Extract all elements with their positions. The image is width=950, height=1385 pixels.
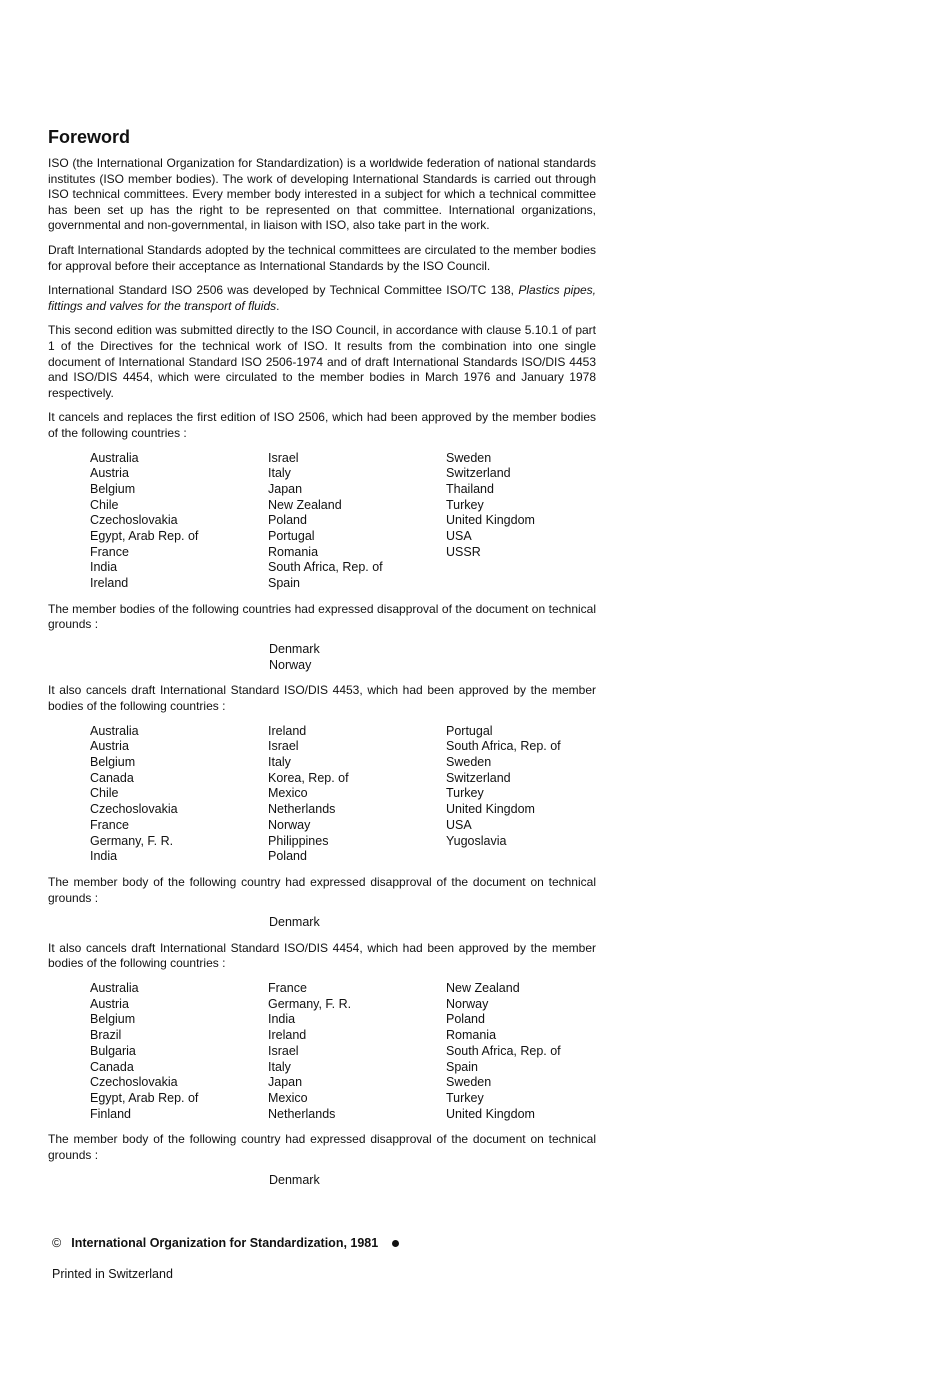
disapproval-paragraph-2: The member body of the following country had expressed disapproval of the document on technical grounds :: [48, 874, 596, 905]
cancels-paragraph: It cancels and replaces the first edition of ISO 2506, which had been approved by the member bodies of the following countries :: [48, 410, 596, 440]
dis4453-paragraph: It also cancels draft International Standard ISO/DIS 4453, which had been approved by the member bodies of the following countries :: [48, 683, 596, 714]
country-name: Israel: [268, 739, 299, 754]
approval-list-1: [48, 451, 596, 592]
country-name: United Kingdom: [446, 1106, 535, 1121]
country-name: Czechoslovakia: [90, 1075, 178, 1090]
approval-list-1-col1: [90, 451, 268, 592]
disapproval-paragraph-3: The member body of the following country had expressed disapproval of the document on technical grounds :: [48, 1132, 596, 1162]
country-name: Australia: [90, 981, 139, 996]
country-name: Poland: [268, 513, 307, 528]
country-name: India: [268, 1012, 296, 1027]
country-name: Germany, F. R.: [268, 996, 352, 1011]
country-name: France: [90, 817, 129, 832]
approval-list-2: [48, 724, 596, 865]
disapproval-paragraph-1: The member bodies of the following countries had expressed disapproval of the document on technical grounds :: [48, 601, 596, 632]
drafts-paragraph: Draft International Standards adopted by the technical committees are circulated to the member bodies for approval before their acceptance as International Standards by the ISO Council.: [48, 242, 596, 273]
approval-list-1-col2: [268, 451, 446, 592]
country-name: Italy: [268, 1059, 291, 1074]
country-name: Austria: [90, 739, 129, 754]
approval-list-3: [48, 981, 596, 1122]
country-name: India: [90, 849, 118, 864]
country-name: Ireland: [268, 723, 307, 738]
country-name: Sweden: [446, 450, 492, 465]
copyright-text: International Organization for Standardization, 1981: [71, 1236, 379, 1250]
country-name: Brazil: [90, 1028, 122, 1043]
country-name: Israel: [268, 1043, 299, 1058]
country-name: Turkey: [446, 497, 484, 512]
country-name: Turkey: [446, 786, 484, 801]
copyright-symbol: ©: [52, 1236, 62, 1250]
country-name: Denmark: [269, 915, 320, 930]
country-name: Romania: [268, 544, 319, 559]
country-name: Sweden: [446, 755, 492, 770]
country-name: Thailand: [446, 481, 494, 496]
country-name: USA: [446, 817, 472, 832]
country-name: Norway: [446, 996, 489, 1011]
country-name: Czechoslovakia: [90, 802, 178, 817]
country-name: United Kingdom: [446, 802, 535, 817]
country-name: Italy: [268, 466, 291, 481]
country-name: Canada: [90, 1059, 134, 1074]
country-name: Australia: [90, 723, 139, 738]
country-name: South Africa, Rep. of: [446, 1043, 561, 1058]
country-name: New Zealand: [446, 981, 520, 996]
country-name: Egypt, Arab Rep. of: [90, 1090, 199, 1105]
approval-list-3-col2: [268, 981, 446, 1122]
development-paragraph: [48, 283, 596, 314]
country-name: Denmark: [269, 1172, 320, 1187]
country-name: Netherlands: [268, 1106, 336, 1121]
page-title: Foreword: [48, 127, 131, 147]
dis4454-paragraph: It also cancels draft International Standard ISO/DIS 4454, which had been approved by the member bodies of the following countries :: [48, 940, 596, 971]
disapproval-list-3: [269, 1173, 596, 1189]
country-name: USSR: [446, 544, 481, 559]
edition-paragraph: This second edition was submitted directly to the ISO Council, in accordance with clause 5.10.1 of part 1 of the Directives for the technical work of ISO. It results from the combination into one single document of International Standard ISO 2506-1974 and of draft International Standards ISO/DIS 4453 and ISO/DIS 4454, which were circulated to the member bodies in March 1976 and January 1978 respectively.: [48, 323, 596, 400]
country-name: Australia: [90, 450, 139, 465]
development-text: International Standard ISO 2506 was developed by Technical Committee ISO/TC 138,: [48, 283, 519, 298]
country-name: Mexico: [268, 786, 308, 801]
country-name: Romania: [446, 1028, 497, 1043]
approval-list-3-col1: [90, 981, 268, 1122]
country-name: South Africa, Rep. of: [446, 739, 561, 754]
country-name: Norway: [268, 817, 311, 832]
country-name: Poland: [268, 849, 307, 864]
country-name: Austria: [90, 996, 129, 1011]
country-name: Canada: [90, 770, 134, 785]
committee-title: Plastics pipes, fittings and valves for the transport of fluids: [48, 283, 597, 313]
country-name: Chile: [90, 497, 119, 512]
country-name: Japan: [268, 481, 303, 496]
country-name: Yugoslavia: [446, 833, 507, 848]
printed-in: Printed in Switzerland: [52, 1267, 173, 1281]
disapproval-list-1: [269, 642, 596, 673]
country-name: Denmark: [269, 642, 320, 657]
country-name: Belgium: [90, 481, 136, 496]
foreword-section: [48, 126, 596, 1198]
country-name: France: [90, 544, 129, 559]
country-name: Czechoslovakia: [90, 513, 178, 528]
country-name: Ireland: [90, 576, 129, 591]
country-name: USA: [446, 529, 472, 544]
country-name: Turkey: [446, 1090, 484, 1105]
country-name: Philippines: [268, 833, 329, 848]
country-name: Finland: [90, 1106, 131, 1121]
approval-list-1-col3: [446, 451, 596, 592]
approval-list-2-col1: [90, 724, 268, 865]
country-name: Portugal: [446, 723, 493, 738]
country-name: Ireland: [268, 1028, 307, 1043]
country-name: Egypt, Arab Rep. of: [90, 529, 199, 544]
approval-list-2-col2: [268, 724, 446, 865]
country-name: Spain: [268, 576, 300, 591]
country-name: Belgium: [90, 755, 136, 770]
country-name: India: [90, 560, 118, 575]
copyright-line: [52, 1236, 399, 1250]
disapproval-list-2: [269, 915, 596, 931]
country-name: Israel: [268, 450, 299, 465]
country-name: United Kingdom: [446, 513, 535, 528]
country-name: Germany, F. R.: [90, 833, 174, 848]
country-name: South Africa, Rep. of: [268, 560, 383, 575]
country-name: Chile: [90, 786, 119, 801]
country-name: France: [268, 981, 307, 996]
country-name: Japan: [268, 1075, 303, 1090]
development-suffix: .: [276, 298, 280, 313]
country-name: Portugal: [268, 529, 315, 544]
country-name: Sweden: [446, 1075, 492, 1090]
bullet-dot-icon: [392, 1240, 399, 1247]
country-name: Austria: [90, 466, 129, 481]
country-name: Bulgaria: [90, 1043, 136, 1058]
country-name: Spain: [446, 1059, 478, 1074]
country-name: Italy: [268, 755, 291, 770]
intro-paragraph: ISO (the International Organization for Standardization) is a worldwide federation of national standards institutes (ISO member bodies). The work of developing International Standards is carried out through ISO technical committees. Every member body interested in a subject for which a technical committee has been set up has the right to be represented on that committee. International organizations, governmental and non-governmental, in liaison with ISO, also take part in the work.: [48, 156, 596, 233]
country-name: Norway: [269, 657, 312, 672]
country-name: Korea, Rep. of: [268, 770, 349, 785]
approval-list-3-col3: [446, 981, 596, 1122]
country-name: New Zealand: [268, 497, 342, 512]
country-name: Belgium: [90, 1012, 136, 1027]
country-name: Poland: [446, 1012, 485, 1027]
country-name: Mexico: [268, 1090, 308, 1105]
country-name: Switzerland: [446, 770, 511, 785]
country-name: Switzerland: [446, 466, 511, 481]
country-name: Netherlands: [268, 802, 336, 817]
approval-list-2-col3: [446, 724, 596, 865]
